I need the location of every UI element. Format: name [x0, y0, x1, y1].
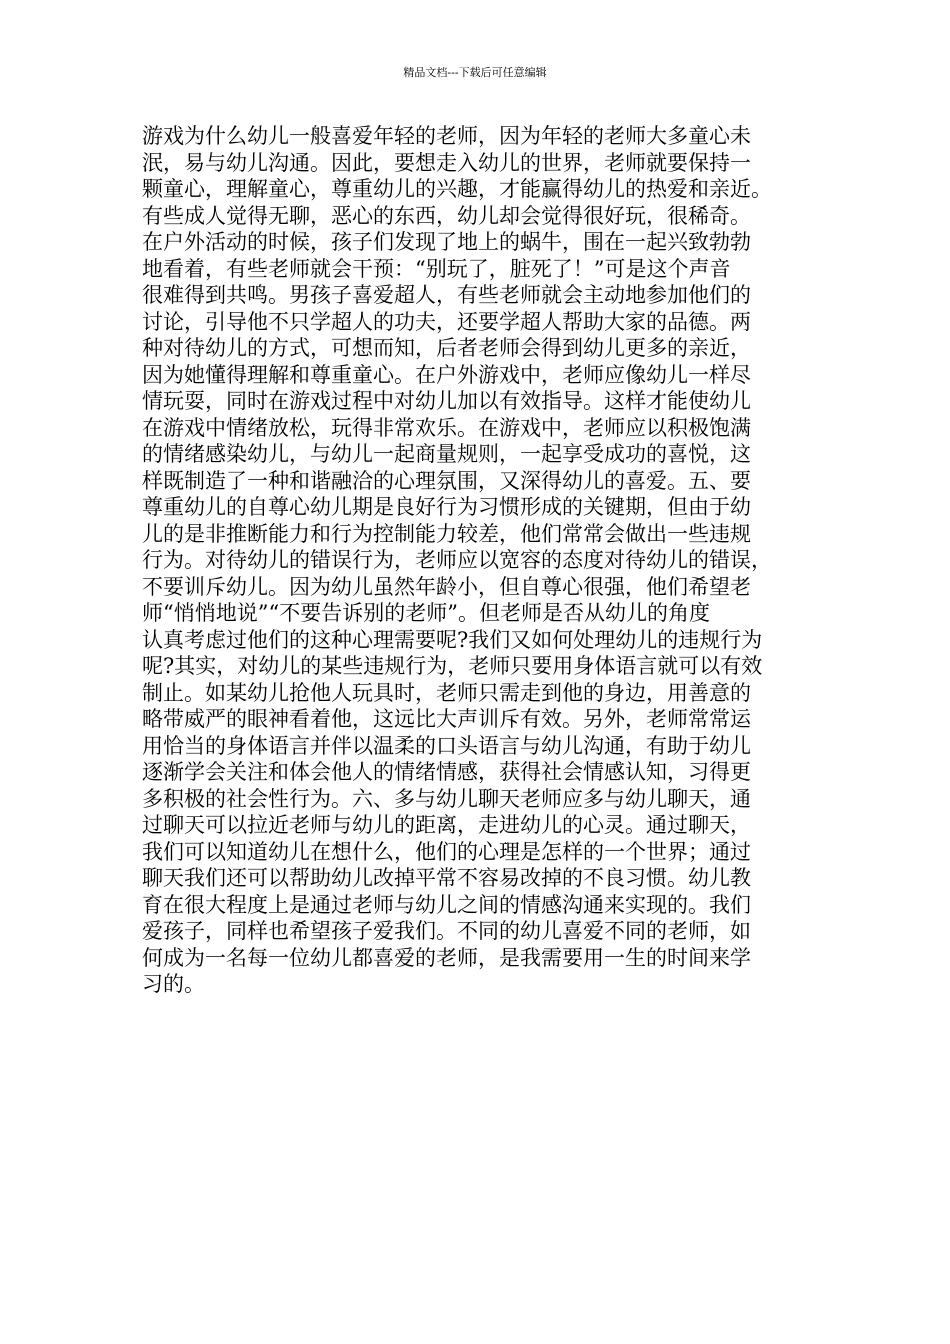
text-line: 因为她懂得理解和尊重童心。在户外游戏中，老师应像幼儿一样尽: [142, 362, 751, 387]
text-line: 制止。如某幼儿抢他人玩具时，老师只需走到他的身边，用善意的: [142, 680, 751, 705]
text-line: 用恰当的身体语言并伴以温柔的口头语言与幼儿沟通，有助于幼儿: [142, 733, 751, 758]
text-line: 略带威严的眼神看着他，这远比大声训斥有效。另外，老师常常运: [142, 707, 751, 731]
text-line: 的情绪感染幼儿，与幼儿一起商量规则，一起享受成功的喜悦，这: [142, 442, 751, 466]
text-line: 何成为一名每一位幼儿都喜爱的老师，是我需要用一生的时间来学: [142, 945, 751, 970]
text-line: 样既制造了一种和谐融洽的心理氛围，又深得幼儿的喜爱。五、要: [142, 468, 751, 493]
text-line: 过聊天可以拉近老师与幼儿的距离，走进幼儿的心灵。通过聊天，: [142, 813, 751, 837]
text-line: 育在很大程度上是通过老师与幼儿之间的情感沟通来实现的。我们: [142, 892, 751, 917]
text-line: 师“悄悄地说”“不要告诉别的老师”。但老师是否从幼儿的角度: [142, 601, 710, 625]
text-line: 很难得到共鸣。男孩子喜爱超人，有些老师就会主动地参加他们的: [142, 283, 751, 307]
text-line: 我们可以知道幼儿在想什么，他们的心理是怎样的一个世界；通过: [142, 839, 751, 864]
text-line: 颗童心，理解童心，尊重幼儿的兴趣，才能赢得幼儿的热爱和亲近。: [142, 177, 772, 201]
text-line: 爱孩子，同样也希望孩子爱我们。不同的幼儿喜爱不同的老师，如: [142, 919, 751, 943]
body-text: [142, 123, 808, 998]
text-line: 有些成人觉得无聊，恶心的东西，幼儿却会觉得很好玩，很稀奇。: [142, 203, 751, 228]
text-line: 习的。: [142, 972, 205, 996]
text-line: 多积极的社会性行为。六、多与幼儿聊天老师应多与幼儿聊天，通: [142, 786, 751, 811]
text-line: 地看着，有些老师就会干预：“别玩了，脏死了！”可是这个声音: [142, 256, 731, 281]
text-line: 种对待幼儿的方式，可想而知，后者老师会得到幼儿更多的亲近，: [142, 336, 751, 360]
page-header: 精品文档---下载后可任意编辑: [403, 66, 547, 79]
text-line: 不要训斥幼儿。因为幼儿虽然年龄小，但自尊心很强，他们希望老: [142, 574, 751, 599]
text-line: 儿的是非推断能力和行为控制能力较差，他们常常会做出一些违规: [142, 521, 751, 546]
text-line: 逐渐学会关注和体会他人的情绪情感，获得社会情感认知，习得更: [142, 760, 751, 784]
text-line: 在游戏中情绪放松，玩得非常欢乐。在游戏中，老师应以积极饱满: [142, 415, 751, 440]
text-line: 尊重幼儿的自尊心幼儿期是良好行为习惯形成的关键期，但由于幼: [142, 495, 751, 519]
text-line: 聊天我们还可以帮助幼儿改掉平常不容易改掉的不良习惯。幼儿教: [142, 866, 751, 890]
text-line: 情玩耍，同时在游戏过程中对幼儿加以有效指导。这样才能使幼儿: [142, 389, 751, 413]
text-line: 游戏为什么幼儿一般喜爱年轻的老师，因为年轻的老师大多童心未: [142, 124, 751, 148]
text-line: 泯，易与幼儿沟通。因此，要想走入幼儿的世界，老师就要保持一: [142, 150, 751, 175]
text-line: 行为。对待幼儿的错误行为，老师应以宽容的态度对待幼儿的错误，: [142, 548, 772, 572]
text-line: 讨论，引导他不只学超人的功夫，还要学超人帮助大家的品德。两: [142, 309, 751, 334]
text-line: 呢?其实，对幼儿的某些违规行为，老师只要用身体语言就可以有效: [142, 654, 763, 678]
text-line: 在户外活动的时候，孩子们发现了地上的蜗牛，围在一起兴致勃勃: [142, 230, 751, 254]
text-line: 认真考虑过他们的这种心理需要呢?我们又如何处理幼儿的违规行为: [142, 627, 763, 652]
